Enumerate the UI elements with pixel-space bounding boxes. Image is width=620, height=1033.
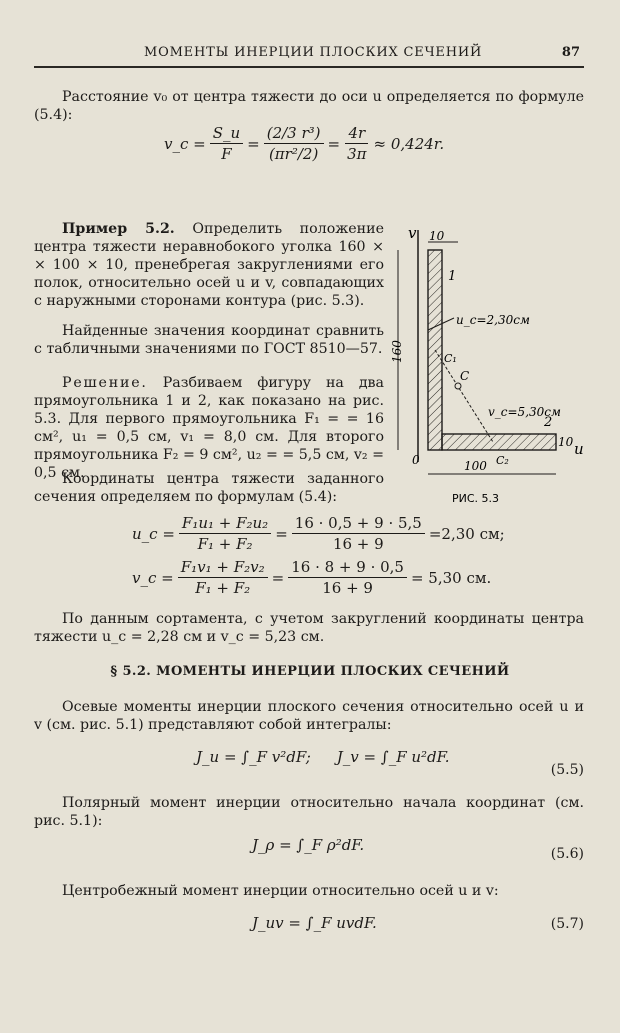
eq57-a: J_uv = ∫_F uvdF.: [252, 914, 377, 932]
equation-5-5: [196, 748, 450, 766]
header-title: МОМЕНТЫ ИНЕРЦИИ ПЛОСКИХ СЕЧЕНИЙ: [144, 45, 483, 60]
formula-vc-result: ≈ 0,424r.: [373, 134, 445, 153]
running-header: [34, 44, 584, 68]
frac-num: 16 · 8 + 9 · 0,5: [288, 558, 407, 578]
right-dim-label: 10: [558, 435, 574, 449]
uc-label: u_c=2,30см: [456, 313, 530, 327]
formula-vc2-result: = 5,30 см.: [410, 568, 492, 587]
example-paragraph: [34, 220, 384, 310]
width-dim-label: 100: [464, 459, 487, 473]
solution-paragraph: [34, 374, 384, 482]
c-label: C: [460, 369, 470, 383]
formula-vc2-lhs: v_c =: [132, 568, 174, 587]
frac-num: (2/3 r³): [264, 124, 324, 144]
frac-den: 3π: [347, 145, 367, 163]
height-dim-label: 160: [390, 340, 404, 363]
fraction-r3-pir2: [264, 124, 324, 163]
formula-uc: u_c = $\frac{\text{F₁u₁ + F₂u₂}}{\text{F₁ + F₂}}$ = $\frac{16 \cdot 0,5 + 9 \cdot 5,5}{16 + 9}$ =2,30 см;: [132, 514, 505, 553]
part1-label: 1: [448, 269, 457, 284]
fraction-uc-symbolic: [179, 514, 271, 553]
solution-text: Разбиваем фигуру на два прямоугольника 1 и 2, как показано на рис. 5.3. Для первого прямоугольника F₁ = = 16 см², u₁ = 0,5 см, v₁ = 8,0 см. Для второго прямоугольника F₂ = 9 см², u₂ = = 5,5 см, v₂ = 0,5 см.: [34, 375, 385, 481]
formula-uc-lhs: u_c =: [132, 524, 175, 543]
top-dim-label: 10: [429, 229, 445, 243]
centroid-c: [455, 383, 461, 389]
page-number: 87: [561, 45, 580, 60]
fraction-uc-numeric: [292, 514, 425, 553]
formula-vc-lhs: v_c =: [164, 134, 206, 153]
example-text: Определить положение центра тяжести неравнобокого уголка 160 × × 100 × 10, пренебрегая закруглениями его полок, относительно осей u и v, совпадающих с наружными сторонами контура (рис. 5.3).: [34, 221, 384, 309]
coords-paragraph: Координаты центра тяжести заданного сечения определяем по формулам (5.4):: [34, 471, 384, 505]
equation-5-6: [252, 836, 364, 854]
eq56-a: J_ρ = ∫_F ρ²dF.: [252, 836, 365, 854]
u-axis-label: u: [574, 440, 584, 458]
example-label: Пример 5.2.: [62, 221, 175, 237]
frac-num: 4r: [345, 124, 368, 144]
solution-label: Решение.: [62, 375, 148, 391]
formula-uc-result: =2,30 см;: [428, 524, 505, 543]
fraction-vc-numeric: [288, 558, 407, 597]
fraction-su-f: [210, 124, 243, 163]
axial-paragraph: Осевые моменты инерции плоского сечения относительно осей u и v (см. рис. 5.1) представляют собой интегралы:: [34, 699, 584, 733]
frac-num: 16 · 0,5 + 9 · 5,5: [292, 514, 425, 534]
v-axis-label: v: [408, 224, 417, 242]
eq57-number: (5.7): [550, 916, 584, 932]
figure-angle-section: [388, 220, 588, 510]
frac-den: 16 + 9: [332, 535, 384, 553]
sortament-paragraph: По данным сортамента, с учетом закруглений координаты центра тяжести u_c = 2,28 см и v_c = 5,23 см.: [34, 611, 584, 645]
frac-num: F₁v₁ + F₂v₂: [178, 558, 268, 578]
figure-caption: РИС. 5.3: [452, 492, 500, 505]
horizontal-leg: [442, 434, 556, 450]
frac-den: F₁ + F₂: [195, 579, 251, 597]
section-title: § 5.2. МОМЕНТЫ ИНЕРЦИИ ПЛОСКИХ СЕЧЕНИЙ: [110, 664, 510, 679]
formula-vc: v_c = $\frac{S\_u}{F}$ = $\frac{\text{(2/3 r³)}}{\text{(πr²/2)}}$ = $\frac{4r}{3\pi}$ ≈ 0,424r.: [164, 124, 445, 163]
c2-label: C₂: [496, 454, 509, 467]
eq55-b: J_v = ∫_F u²dF.: [336, 748, 450, 766]
compare-paragraph: Найденные значения координат сравнить с табличными значениями по ГОСТ 8510—57.: [34, 323, 384, 357]
eq55-a: J_u = ∫_F v²dF;: [196, 748, 311, 766]
vc-label: v_c=5,30см: [488, 405, 561, 419]
origin-label: 0: [412, 453, 420, 467]
frac-den: F: [221, 145, 232, 163]
frac-num: F₁u₁ + F₂u₂: [179, 514, 271, 534]
fraction-4r-3pi: [344, 124, 369, 163]
formula-vc2: v_c = $\frac{\text{F₁v₁ + F₂v₂}}{\text{F₁ + F₂}}$ = $\frac{16 \cdot 8 + 9 \cdot 0,5}{16 + 9}$ = 5,30 см.: [132, 558, 492, 597]
frac-den: 16 + 9: [322, 579, 373, 597]
frac-num: S_u: [210, 124, 243, 144]
fraction-vc-symbolic: [178, 558, 268, 597]
centrifugal-paragraph: Центробежный момент инерции относительно осей u и v:: [62, 883, 499, 899]
c1-label: C₁: [444, 352, 457, 365]
frac-den: (πr²/2): [268, 145, 319, 163]
intro-paragraph: Расстояние v₀ от центра тяжести до оси u определяется по формуле (5.4):: [34, 89, 584, 123]
eq56-number: (5.6): [550, 846, 584, 862]
frac-den: F₁ + F₂: [197, 535, 253, 553]
equation-5-7: [252, 914, 377, 932]
part2-label: 2: [544, 415, 553, 430]
eq55-number: (5.5): [550, 762, 584, 778]
polar-paragraph: Полярный момент инерции относительно начала координат (см. рис. 5.1):: [34, 795, 584, 829]
